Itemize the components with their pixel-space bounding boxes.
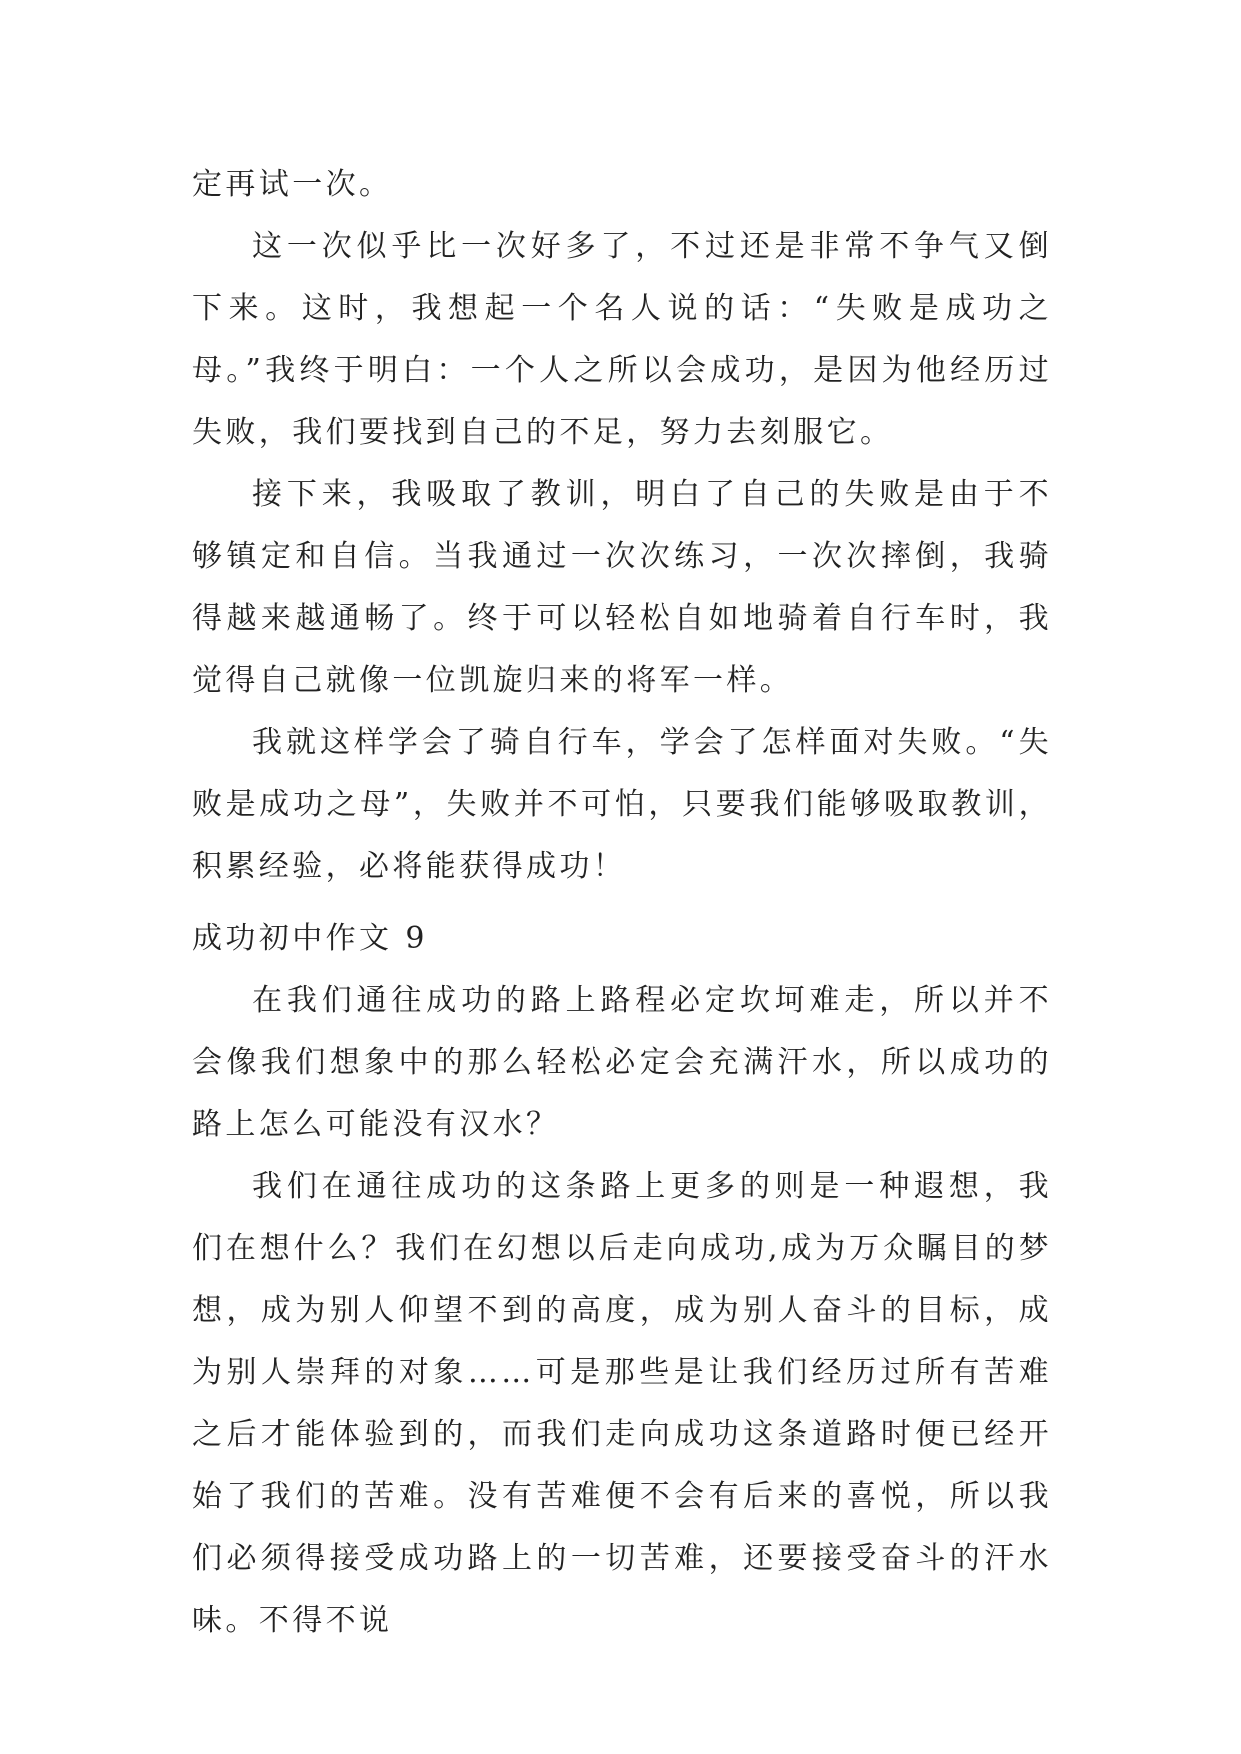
paragraph: 接下来，我吸取了教训，明白了自己的失败是由于不够镇定和自信。当我通过一次次练习，一次次摔倒，我骑得越来越通畅了。终于可以轻松自如地骑着自行车时，我觉得自己就像一位凯旋归来的将军一样。 [192, 477, 1052, 698]
essay-section-9 [192, 908, 1052, 1652]
paragraph: 在我们通往成功的路上路程必定坎坷难走，所以并不会像我们想象中的那么轻松必定会充满汗水，所以成功的路上怎么可能没有汉水？ [192, 983, 1052, 1142]
paragraph-continued: 定再试一次。 [192, 167, 393, 202]
essay-continuation [192, 154, 1052, 898]
paragraph: 我就这样学会了骑自行车，学会了怎样面对失败。“失败是成功之母”，失败并不可怕，只要我们能够吸取教训，积累经验，必将能获得成功！ [192, 725, 1052, 884]
paragraph: 我们在通往成功的这条路上更多的则是一种遐想，我们在想什么？我们在幻想以后走向成功,成为万众瞩目的梦想，成为别人仰望不到的高度，成为别人奋斗的目标，成为别人崇拜的对象……可是那些是让我们经历过所有苦难之后才能体验到的，而我们走向成功这条道路时便已经开始了我们的苦难。没有苦难便不会有后来的喜悦，所以我们必须得接受成功路上的一切苦难，还要接受奋斗的汗水味。不得不说 [192, 1169, 1052, 1638]
section-title: 成功初中作文 9 [192, 921, 428, 956]
paragraph: 这一次似乎比一次好多了，不过还是非常不争气又倒下来。这时，我想起一个名人说的话：“失败是成功之母。”我终于明白：一个人之所以会成功，是因为他经历过失败，我们要找到自己的不足，努力去刻服它。 [192, 229, 1052, 450]
